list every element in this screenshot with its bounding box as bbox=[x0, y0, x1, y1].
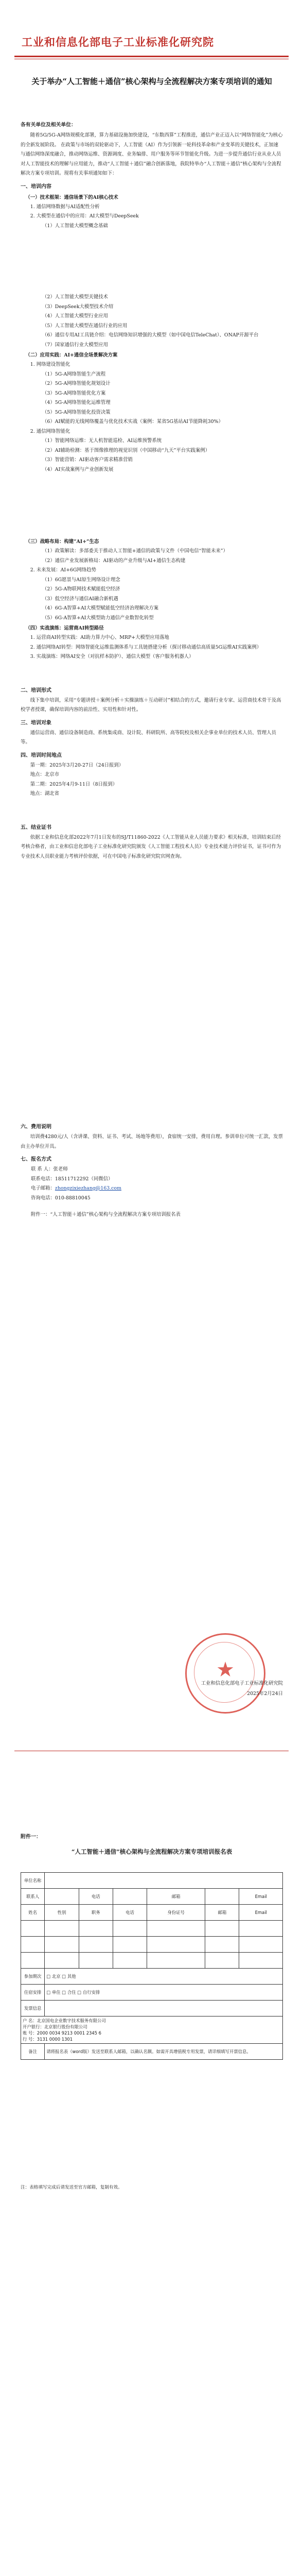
list-item: 2. 大模型在通信中的应用：AI大模型与DeepSeek bbox=[30, 213, 139, 219]
document-body bbox=[21, 120, 283, 1220]
list-item: 地点：湖北省 bbox=[30, 791, 60, 796]
table-row bbox=[21, 1953, 283, 1969]
paragraph: 培训费4280元/人（含讲课、资料、证书、考试、场地等费用），食宿统一安排，费用自理。参训单位可统一汇款，发票由主办单位开具。 bbox=[21, 1134, 283, 1149]
list-item: （5）人工智能大模型在通信行业的应用 bbox=[42, 323, 128, 329]
list-item: （2）人工智能大模型关键技术 bbox=[42, 294, 108, 300]
registration-table bbox=[21, 1872, 283, 2060]
signoff-date: 2025年2月24日 bbox=[247, 1691, 283, 1697]
attachment-reference: 附件一：“人工智能＋通信”核心架构与全流程解决方案专项培训报名表 bbox=[31, 1212, 181, 1217]
contact-hotline: 咨询电话：010-88810045 bbox=[31, 1195, 91, 1201]
list-item: （1）智能网络运维：无人机智能巡检、AI运维预警系统 bbox=[42, 438, 162, 444]
paragraph: 通信运营商、通信设备制造商、系统集成商、设计院、科研院所、高等院校及相关企事业单位的技术人员、管理人员等。 bbox=[21, 730, 276, 745]
list-item: （6）通信专用AI工具链介绍：电信网络知识增强的大模型（如中国电信TeleChat）、ONAP开源平台 bbox=[42, 332, 259, 338]
footer-note: 注：表格填写完成后请发送至官方邮箱，复制有效。 bbox=[21, 2185, 122, 2190]
list-item: 地点：北京市 bbox=[30, 772, 60, 777]
email-link[interactable]: zhongzixiezhang@163.com bbox=[55, 1185, 121, 1191]
seal-star-icon: ★ bbox=[216, 1658, 235, 1682]
signoff-org: 工业和信息化部电子工业标准化研究院 bbox=[201, 1681, 283, 1686]
section-heading: 四、培训时间地点 bbox=[21, 752, 62, 758]
section-heading: 二、培训形式 bbox=[21, 687, 51, 693]
list-item: （3）智能营销：AI驱动客户需求精准营销 bbox=[42, 457, 133, 463]
list-item: （7）国家通信行业大模型应用 bbox=[42, 342, 108, 348]
list-item: （4）5G-A网络智能化运维管理 bbox=[42, 400, 111, 405]
paragraph: 线下集中培训，采用“专题讲授＋案例分析＋实操演练＋互动研讨”相结合的方式，邀请行业专家、运营商技术骨干及高校学者授课，确保培训内容的前沿性、实用性和针对性。 bbox=[21, 697, 281, 713]
list-item: （1）6G愿景与AI原生网络设计理念 bbox=[42, 577, 120, 583]
attachment-heading: 附件一： bbox=[21, 1834, 41, 1840]
list-item: （3）低空经济与通信AI融合新机遇 bbox=[42, 596, 118, 602]
list-item: （5）5G-A网络智能化投资决策 bbox=[42, 409, 111, 415]
list-item: 1. 网络建设智能化 bbox=[30, 362, 70, 367]
table-row bbox=[21, 2016, 283, 2044]
list-item: 1. 通信网络数据与AI适配性分析 bbox=[30, 204, 100, 210]
bank-account-info: 户 名：北京国电企业数字技术服务有限公司 开户银行：北京银行股份有限公司 账 号：2000 0034 9213 0001 2345 6 行 号：3131 0000 1301 bbox=[21, 2016, 283, 2044]
list-item: （1）人工智能大模型概念基础 bbox=[42, 223, 108, 229]
table-row: 参加期次 □ 北京 □ 其他 bbox=[21, 1969, 283, 1985]
list-item: 2. 通信网络智能化 bbox=[30, 428, 70, 434]
list-item: （5）6G-A智算+AI大模型助力通信产业数智化转型 bbox=[42, 615, 154, 621]
official-seal bbox=[185, 1633, 265, 1714]
list-item: （2）5G-A网络智能化规划设计 bbox=[42, 381, 111, 386]
table-row: 单位名称 bbox=[21, 1873, 283, 1889]
subsection-heading: （三）战略布局：构建“AI+”生态 bbox=[25, 539, 99, 545]
list-item: （2）通信产业发展新格局：AI驱动的产业升级与AI+通信生态构建 bbox=[42, 557, 186, 564]
list-item: （3）5G-A网络智能优化方案 bbox=[42, 390, 106, 396]
list-item: 2. 未来发展：AI+6G网络趋势 bbox=[30, 567, 96, 573]
contact-phone: 联系电话：18511712292（同微信） bbox=[31, 1176, 113, 1182]
subsection-heading: （一）技术框架：通信场景下的AI核心技术 bbox=[25, 194, 118, 200]
list-item: （2）5G-A物联网技术赋能低空经济 bbox=[42, 586, 120, 592]
list-item: （4）人工智能大模型行业应用 bbox=[42, 313, 108, 319]
table-row: 联系人 电话 邮箱 Email bbox=[21, 1889, 283, 1905]
list-item: 3. 实战演练：网络AI安全（对抗样本防护）、通信大模型（客户服务机器人） bbox=[30, 654, 194, 659]
table-row: 发票信息 bbox=[21, 2001, 283, 2016]
section-heading: 三、培训对象 bbox=[21, 720, 51, 726]
list-item: （4）6G-A智算+AI大模型赋能低空经济治理解决方案 bbox=[42, 605, 158, 611]
section-heading: 五、结业证书 bbox=[21, 824, 51, 831]
contact-person: 联 系 人：张老师 bbox=[31, 1166, 68, 1172]
subsection-heading: （四）实战演练：运营商AI转型路径 bbox=[25, 625, 104, 631]
section-heading: 七、报名方式 bbox=[21, 1157, 51, 1162]
section-heading: 一、培训内容 bbox=[21, 183, 51, 190]
section-heading: 六、费用说明 bbox=[21, 1124, 51, 1130]
list-item: 第二期：2025年4月9-11日（8日报到） bbox=[30, 781, 118, 787]
table-header-row: 姓名 性别 职务 电话 身份证号 邮箱 Email bbox=[21, 1905, 283, 1921]
greeting: 各有关单位及相关单位： bbox=[21, 122, 76, 128]
signoff bbox=[170, 1679, 283, 1699]
subsection-heading: （二）应用实践：AI+通信全场景解决方案 bbox=[25, 352, 118, 358]
list-item: （2）AI辅助检测：基于图像推理的视觉识别（中国移动“九天”平台实践案例） bbox=[42, 447, 210, 453]
list-item: （3）DeepSeek大模型技术介绍 bbox=[42, 303, 114, 310]
table-row bbox=[21, 1937, 283, 1953]
masthead-title: 工业和信息化部电子工业标准化研究院 bbox=[22, 36, 214, 48]
intro-paragraph: 随着5G/5G-A网络规模化部署，算力基础设施加快建设，“东数西算”工程推进，通信产业正迈入以“网络智能化”为核心的全新发展阶段。 在政策与市场的双轮驱动下，人工智能（AI）作为引领新一轮科技革命和产业变革的关键技术，正加速与通信网络深度融合，推动网络运维、资源调度、业务编排、用户服务等环节智能化升级。为进一步提升通信行业从业人员对人工智能技术的理解与应用能力，推动“人工智能＋通信”融合创新落地，我院特举办“人工智能＋通信”核心架构与全流程解决方案专项培训。现将有关事项通知如下： bbox=[21, 132, 283, 176]
masthead bbox=[0, 0, 303, 69]
table-row bbox=[21, 1921, 283, 1937]
table-row: 住宿安排 □ 单住 □ 合住 □ 自行安排 bbox=[21, 1985, 283, 2001]
list-item: （1）政策解读：多部委关于推动人工智能+通信的政策与文件（中国电信“智能未来”） bbox=[42, 548, 228, 554]
document-title: 关于举办“人工智能＋通信”核心架构与全流程解决方案专项培训的通知 bbox=[31, 77, 272, 86]
table-row: 备注 请将报名表（word版）发送至联系人邮箱，以确认名额。如需开具增值税专用发票，请详细填写开票信息。 bbox=[21, 2044, 283, 2060]
masthead-rule bbox=[14, 56, 289, 57]
list-item: （1）5G-A网络智能生产流程 bbox=[42, 371, 106, 377]
list-item: 第一期：2025年3月20-27日（24日报到） bbox=[30, 762, 124, 768]
form-title: “人工智能＋通信”核心架构与全流程解决方案专项培训报名表 bbox=[71, 1848, 233, 1855]
list-item: 1. 运营商AI转型实践：AI助力算力中心、MRP+大模型应用落地 bbox=[30, 635, 169, 640]
list-item: （4）AI实战案例与产业创新发展 bbox=[42, 466, 114, 472]
list-item: （6）AI赋能的无线网络覆盖与优化技术实战（案例：某省5G基站AI节能降耗30%） bbox=[42, 419, 223, 425]
list-item: 2. 通信网络AI转型：网络智能化运维监测体系与工具链搭建分析（探讨移动通信高质量5G运维AI实践案例） bbox=[30, 644, 262, 650]
contact-email: 电子邮箱：zhongzixiezhang@163.com bbox=[31, 1185, 121, 1191]
paragraph: 依据工业和信息化部2022年7月1日发布的SJ/T11860-2022《人工智能从业人员能力要求》相关标准，培训结束后经考核合格者，由工业和信息化部电子工业标准化研究院颁发《人工智能工程技术人员》专业技术能力评价证书，证书可作为专业技术人员职业能力考核评价依据，可在中国电子标准化研究院官网查询。 bbox=[21, 834, 281, 859]
